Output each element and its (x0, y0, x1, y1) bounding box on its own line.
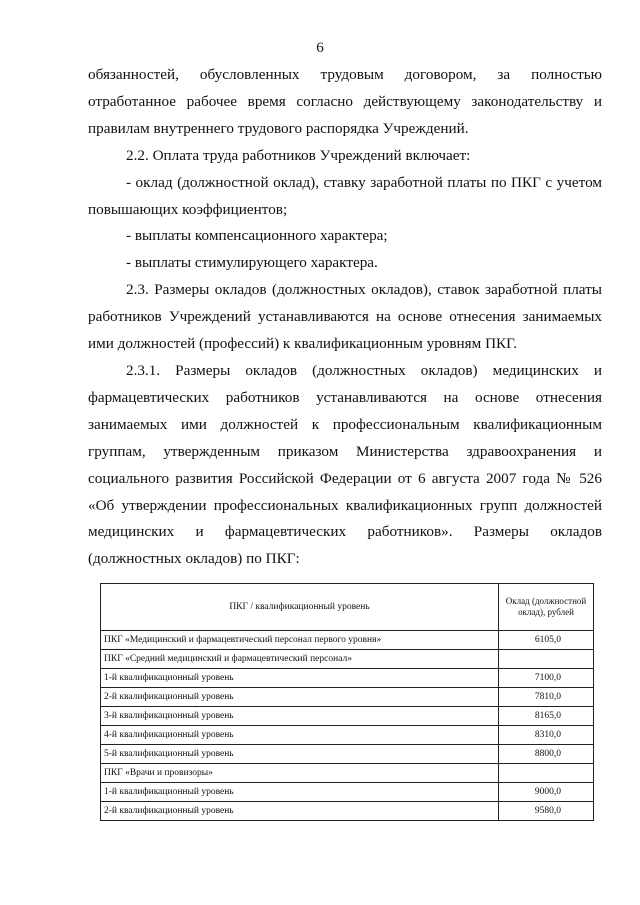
row-value (499, 764, 594, 783)
table-row (101, 764, 594, 783)
header-pkg-level: ПКГ / квалификационный уровень (101, 584, 499, 631)
row-value: 9000,0 (499, 783, 594, 802)
row-value: 8310,0 (499, 726, 594, 745)
text-line: социального развития Российской Федерации от 6 августа 2007 года № 526 (88, 469, 602, 487)
row-value: 9580,0 (499, 802, 594, 821)
row-name: 2-й квалификационный уровень (101, 802, 499, 821)
text-line: 2.2. Оплата труда работников Учреждений включает: (126, 146, 471, 164)
paragraph-obligations (88, 62, 602, 143)
row-name: 3-й квалификационный уровень (101, 707, 499, 726)
row-name: 1-й квалификационный уровень (101, 669, 499, 688)
text-line: обязанностей, обусловленных трудовым договором, за полностью (88, 66, 602, 83)
text-line: (должностных окладов) по ПКГ: (88, 550, 300, 568)
table-row (101, 802, 594, 821)
table-row (101, 631, 594, 650)
row-value: 8165,0 (499, 707, 594, 726)
salary-table (100, 583, 594, 821)
text-line: - оклад (должностной оклад), ставку заработной платы по ПКГ с учетом (126, 173, 602, 191)
row-name: ПКГ «Медицинский и фармацевтический персонал первого уровня» (101, 631, 499, 650)
row-name: ПКГ «Врачи и провизоры» (101, 764, 499, 783)
row-value: 7810,0 (499, 688, 594, 707)
bullet-salary (88, 170, 602, 224)
text-line: 2.3. Размеры окладов (должностных окладов), ставок заработной платы (126, 281, 602, 299)
text-line: правилам внутреннего трудового распорядка Учреждений. (88, 119, 469, 137)
text-line: работников Учреждений устанавливаются на основе отнесения занимаемых (88, 308, 602, 326)
row-value: 6105,0 (499, 631, 594, 650)
paragraph-2-3 (88, 277, 602, 358)
table-row (101, 745, 594, 764)
row-value: 8800,0 (499, 745, 594, 764)
text-line: - выплаты компенсационного характера; (126, 227, 388, 245)
table-row (101, 650, 594, 669)
paragraph-2-3-1 (88, 358, 602, 573)
row-value (499, 650, 594, 669)
table-row (101, 707, 594, 726)
text-line: отработанное рабочее время согласно действующему законодательству и (88, 92, 602, 110)
paragraph-2-2 (88, 143, 602, 170)
table-row (101, 669, 594, 688)
text-line: занимаемых ими должностей к профессиональным квалификационным (88, 415, 602, 433)
row-name: 1-й квалификационный уровень (101, 783, 499, 802)
table-row (101, 726, 594, 745)
row-name: 2-й квалификационный уровень (101, 688, 499, 707)
table-row (101, 783, 594, 802)
table-header-row (101, 584, 594, 631)
row-name: ПКГ «Средний медицинский и фармацевтический персонал» (101, 650, 499, 669)
body-text (88, 62, 602, 573)
text-line: ими должностей (профессий) к квалификационным уровням ПКГ. (88, 335, 518, 353)
bullet-compensation (88, 223, 602, 250)
text-line: «Об утверждении профессиональных квалификационных групп должностей (88, 496, 602, 514)
header-salary: Оклад (должностной оклад), рублей (499, 584, 594, 631)
row-name: 5-й квалификационный уровень (101, 745, 499, 764)
bullet-incentive (88, 250, 602, 277)
text-line: фармацевтических работников устанавливаются на основе отнесения (88, 388, 602, 406)
table-row (101, 688, 594, 707)
text-line: медицинских и фармацевтических работников». Размеры окладов (88, 523, 602, 541)
text-line: группам, утвержденным приказом Министерства здравоохранения и (88, 442, 602, 460)
page-number: 6 (316, 40, 324, 56)
row-value: 7100,0 (499, 669, 594, 688)
row-name: 4-й квалификационный уровень (101, 726, 499, 745)
text-line: повышающих коэффициентов; (88, 200, 288, 218)
text-line: - выплаты стимулирующего характера. (126, 254, 378, 272)
text-line: 2.3.1. Размеры окладов (должностных окладов) медицинских и (126, 361, 602, 379)
